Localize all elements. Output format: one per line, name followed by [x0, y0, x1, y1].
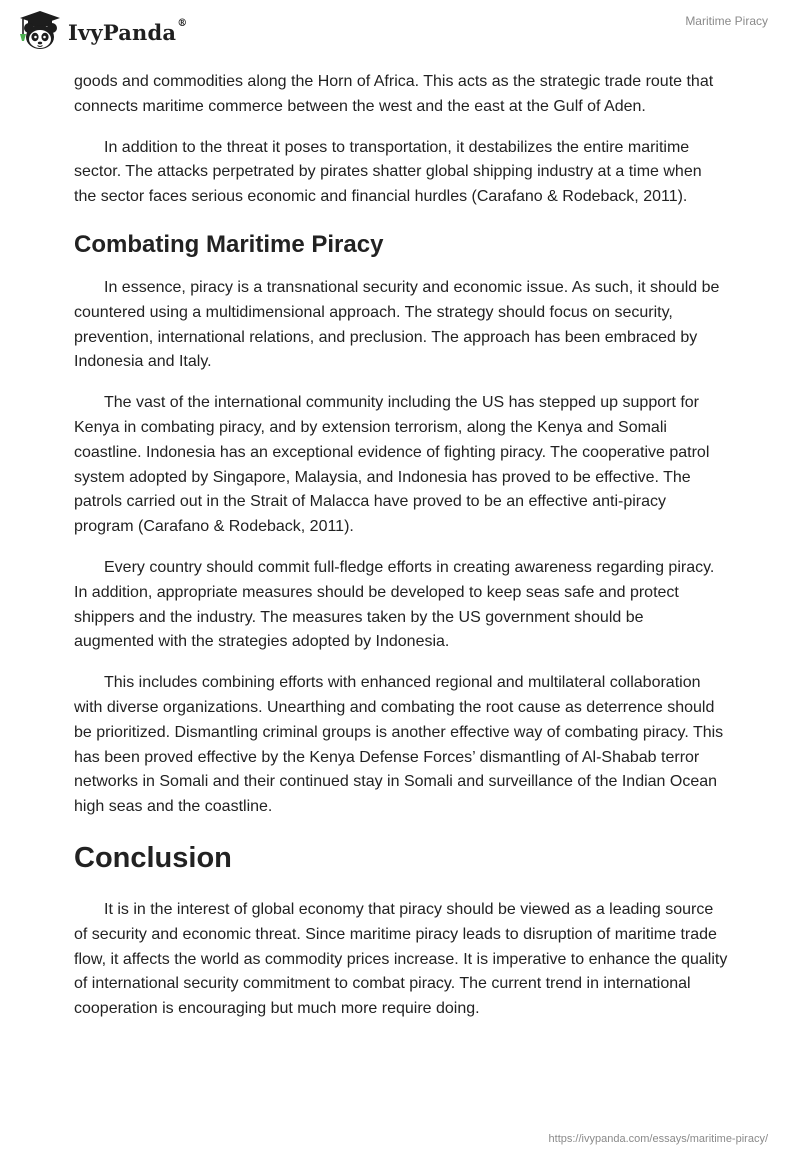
essay-body — [74, 70, 728, 1022]
page-header — [0, 0, 800, 60]
brand-label: IvyPanda — [68, 19, 177, 45]
section-heading-conclusion: Conclusion — [74, 841, 232, 874]
paragraph: This includes combining efforts with enhanced regional and multilateral collaboration with diverse organizations. Unearthing and combating the root cause as deterrence should be prioritized. Dismantling criminal groups is another effective way of combating piracy. This has been proved effective by the Kenya Defense Forces’ dismantling of Al-Shabab terror networks in Somali and their continued stay in Somali and surveillance of the Indian Ocean high seas and the coastline. — [74, 674, 724, 816]
paragraph: In addition to the threat it poses to transportation, it destabilizes the entire maritime sector. The attacks perpetrated by pirates shatter global shipping industry at a time when the sector faces serious economic and financial hurdles (Carafano & Rodeback, 2011). — [74, 138, 702, 206]
paragraph: The vast of the international community including the US has stepped up support for Kenya in combating piracy, and by extension terrorism, along the Kenya and Somali coastline. Indonesia has an exceptional evidence of fighting piracy. The cooperative patrol system adopted by Singapore, Malaysia, and Indonesia has proved to be effective. The patrols carried out in the Strait of Malacca have proved to be an effective anti-piracy program (Carafano & Rodeback, 2011). — [74, 394, 710, 536]
paragraph: In essence, piracy is a transnational security and economic issue. As such, it should be countered using a multidimensional approach. The strategy should focus on security, prevention, international relations, and preclusion. The approach has been embraced by Indonesia and Italy. — [74, 278, 720, 371]
brand-logo[interactable] — [14, 8, 187, 52]
paragraph: goods and commodities along the Horn of Africa. This acts as the strategic trade route that connects maritime commerce between the west and the east at the Gulf of Aden. — [74, 73, 714, 115]
section-heading-combating: Combating Maritime Piracy — [74, 230, 384, 258]
paragraph: It is in the interest of global economy that piracy should be viewed as a leading source of security and economic threat. Since maritime piracy leads to disruption of maritime trade flow, it affects the world as commodity prices increase. It is imperative to enhance the quality of international security commitment to combat piracy. The current trend in international cooperation is encouraging but much more require doing. — [74, 900, 728, 1018]
registered-mark: ® — [177, 17, 188, 29]
source-url[interactable]: https://ivypanda.com/essays/maritime-piracy/ — [548, 1133, 768, 1145]
panda-logo-icon — [14, 8, 62, 52]
document-title: Maritime Piracy — [685, 14, 768, 28]
paragraph: Every country should commit full-fledge efforts in creating awareness regarding piracy. In addition, appropriate measures should be developed to keep seas safe and protect shippers and the industry. The measures taken by the US government should be augmented with the strategies adopted by Indonesia. — [74, 558, 715, 651]
brand-name — [68, 17, 188, 45]
